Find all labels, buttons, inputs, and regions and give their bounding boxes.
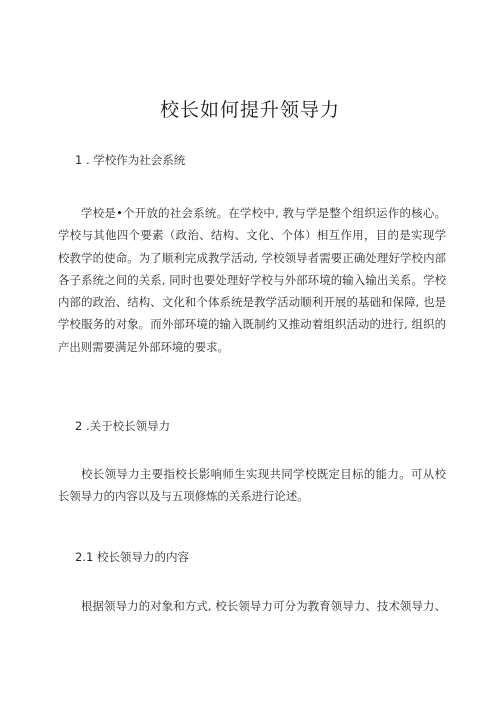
paragraph-line: 校教学的使命。为了顺利完成教学活动, 学校领导者需要正确处理好学校内部 [58, 250, 446, 265]
paragraph-line: 根据领导力的对象和方式, 校长领导力可分为教育领导力、技术领导力、 [81, 599, 446, 613]
document-title: 校长如何提升领导力 [159, 99, 340, 121]
paragraph-line: 产出则需要满足外部环境的要求。 [58, 339, 229, 354]
section-heading-3: 2.1 校长领导力的内容 [75, 550, 189, 564]
paragraph-line: 长领导力的内容以及与五项修炼的关系进行论述。 [58, 489, 309, 504]
section-heading-1: 1 . 学校作为社会系统 [75, 153, 186, 167]
paragraph-line: 内部的政治、结构、文化和个体系统是教学活动顺利开展的基础和保障, 也是 [58, 295, 446, 310]
section-paragraph-3 [58, 595, 446, 617]
paragraph-line: 校长领导力主要指校长影响师生实现共同学校既定目标的能力。可从校 [81, 467, 446, 481]
section-paragraph-1 [58, 202, 446, 358]
paragraph-line: 各子系统之间的关系, 同时也要处理好学校与外部环境的输入输出关系。学校 [58, 272, 446, 287]
paragraph-line: 学校是•个开放的社会系统。在学校中, 教与学是整个组织运作的核心。 [81, 206, 446, 220]
paragraph-line: 学校服务的对象。而外部环境的输入既制约又推动着组织活动的进行, 组织的 [58, 317, 446, 332]
section-paragraph-2 [58, 463, 446, 508]
paragraph-line: 学校与其他四个要素（政治、结构、文化、个体）相互作用，目的是实现学 [58, 228, 446, 243]
section-heading-2: 2 .关于校长领导力 [75, 419, 171, 433]
